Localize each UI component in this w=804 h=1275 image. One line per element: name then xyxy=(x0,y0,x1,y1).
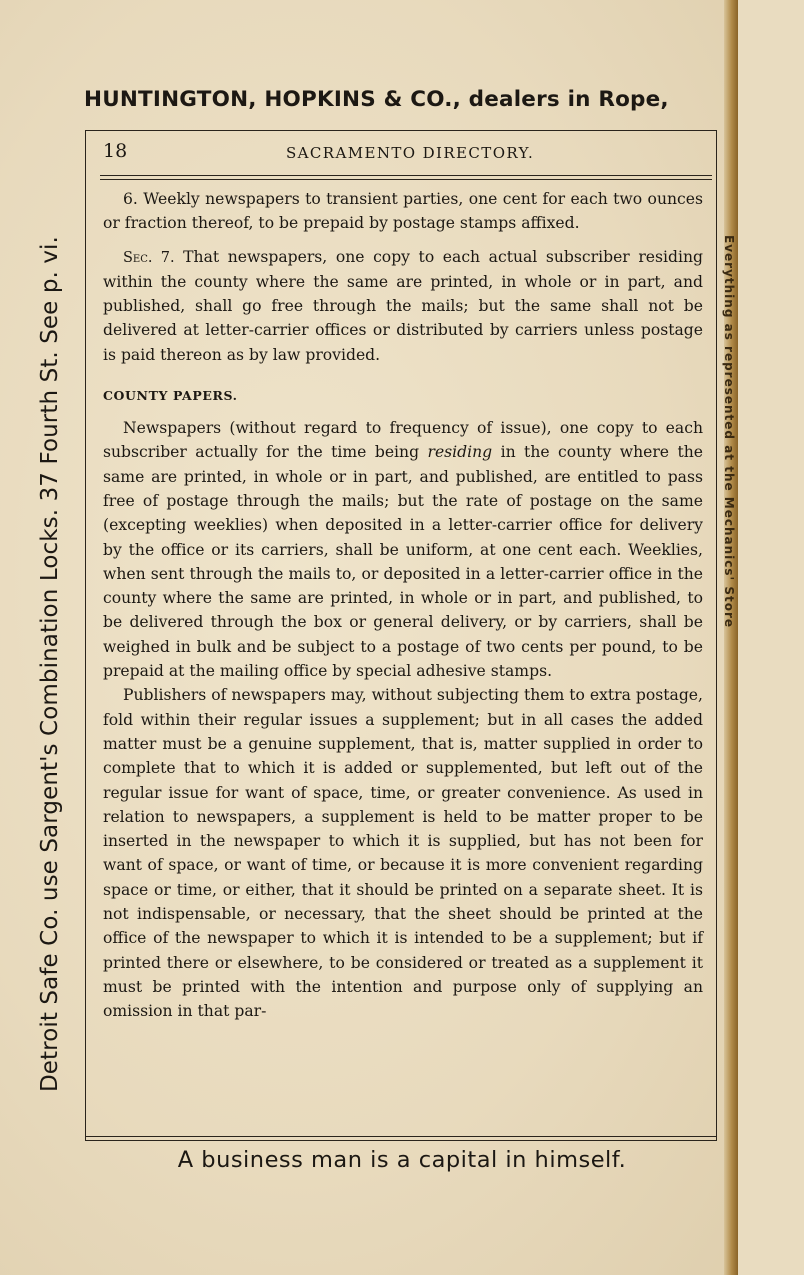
paragraph-6: 6. Weekly newspapers to transient parties, one cent for each two ounces or fraction thereof, to be prepaid by postage stamps affixed. xyxy=(103,190,703,233)
paragraph-sec-7 xyxy=(103,245,703,367)
page-number: 18 xyxy=(103,140,128,162)
right-edge-advertisement: Everything as represented at the Mechanics' Store xyxy=(722,235,736,629)
section-7-text: That newspapers, one copy to each actual subscriber residing within the county where the same are printed, in whole or in part, and published, shall go free through the mails; but the same shall not be delivered at letter-carrier offices or distributed by carriers unless postage is paid thereon as by law provided. xyxy=(103,247,703,364)
header-advertisement xyxy=(84,87,724,112)
side-advertisement: Detroit Safe Co. use Sargent's Combination Locks. 37 Fourth St. See p. vi. xyxy=(37,236,63,1092)
body-text xyxy=(103,187,703,1024)
header-ad-company: HUNTINGTON, HOPKINS & CO., xyxy=(84,87,461,112)
header-ad-tail: dealers in Rope, xyxy=(460,87,669,112)
frame-top-rule xyxy=(85,130,717,131)
footer-motto: A business man is a capital in himself. xyxy=(177,1147,627,1173)
section-7-label: Sec. 7. xyxy=(123,249,175,266)
section-heading-county-papers: COUNTY PAPERS. xyxy=(103,388,238,404)
county-para-1-after: in the county where the same are printed, in whole or in part, and published, are entitled to pass free of postage through the mails; but the rate of postage on the same (excepting weeklies) when deposited in a letter-carrier office for delivery by the office or its carriers, shall be uniform, at one cent each. Weeklies, when sent through the mails to, or deposited in a letter-carrier office in the county where the same are printed, in whole or in part, and published, to be delivered through the box or general delivery, or by carriers, shall be weighed in bulk and be subject to a postage of two cents per pound, to be prepaid at the mailing office by special adhesive stamps. xyxy=(103,443,703,681)
county-papers-paragraph-2: Publishers of newspapers may, without subjecting them to extra postage, fold within their regular issues a supplement; but in all cases the added matter must be a genuine supplement, that is, matter supplied in order to complete that to which it is added or supplemented, but left out of the regular issue for want of space, time, or greater convenience. As used in relation to newspapers, a supplement is held to be matter proper to be inserted in the newspaper to which it is supplied, but has not been for want of space, or want of time, or because it is more convenient regarding space or time, or either, that it should be printed on a separate sheet. It is not indispensable, or necessary, that the sheet should be printed at the office of the newspaper to which it is intended to be a supplement; but if printed there or elsewhere, to be considered or treated as a supplement it must be printed with the intention and purpose only of supplying an omission in that par- xyxy=(103,686,703,1021)
frame-bottom-rule xyxy=(85,1136,717,1141)
county-para-1-before: Newspapers (without regard to frequency of issue), one copy to each subscriber actually for the time being xyxy=(103,419,703,462)
page-right-edge xyxy=(724,0,738,1275)
running-head-title: SACRAMENTO DIRECTORY. xyxy=(286,144,535,162)
county-papers-paragraph-1 xyxy=(103,416,703,683)
running-head-rule xyxy=(100,175,712,180)
county-para-1-italic: residing xyxy=(427,443,493,462)
